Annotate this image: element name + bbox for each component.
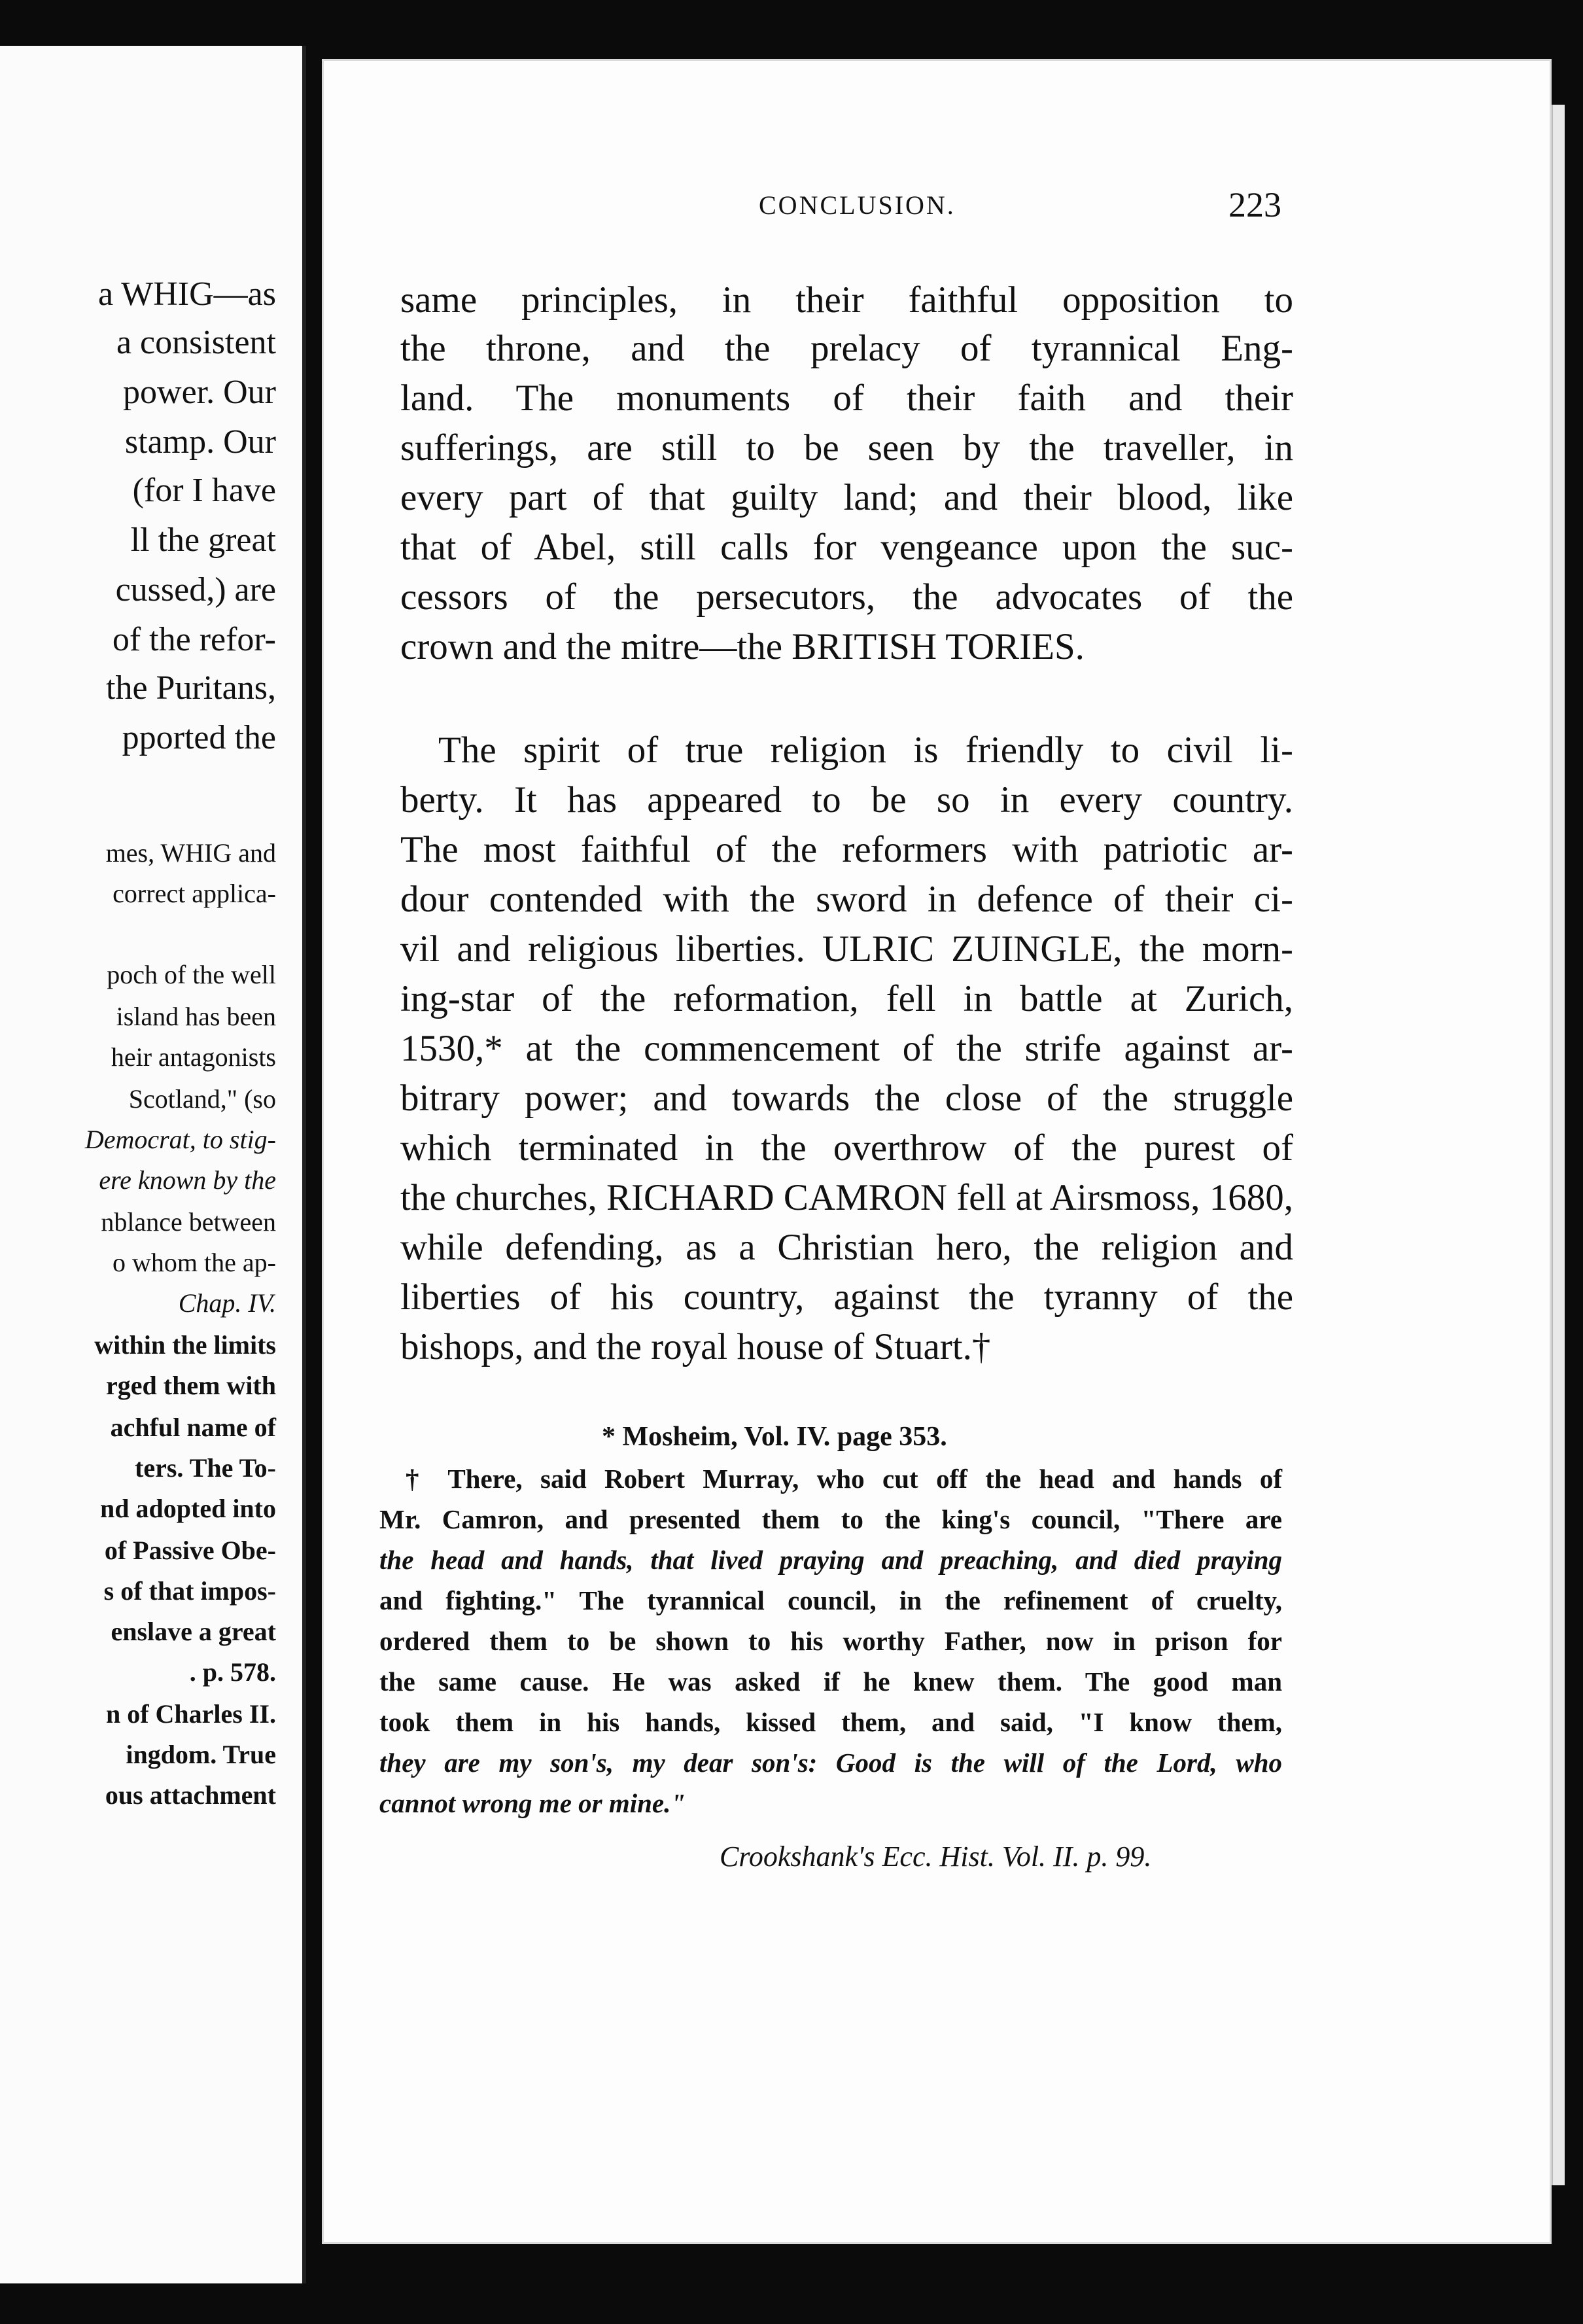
paragraph-1-line: cessors of the persecutors, the advocates of the xyxy=(400,576,1293,618)
footnote-2-line: † There, said Robert Murray, who cut off the head and hands of xyxy=(406,1464,1282,1494)
left-text-line: of the refor- xyxy=(112,621,276,658)
paragraph-2-line: dour contended with the sword in defence of their ci- xyxy=(400,879,1293,920)
left-note-line: enslave a great xyxy=(111,1617,276,1646)
page-edge xyxy=(1552,105,1565,2185)
paragraph-2-line: while defending, as a Christian hero, the religion and xyxy=(400,1227,1293,1268)
footnote-2-line: Mr. Camron, and presented them to the king's council, "There are xyxy=(379,1504,1282,1534)
left-note-line: heir antagonists xyxy=(111,1042,276,1072)
left-note-line: o whom the ap- xyxy=(113,1248,276,1277)
left-note-line: rged them with xyxy=(106,1371,276,1400)
left-text-line: a consistent xyxy=(116,324,276,361)
paragraph-2-line: The most faithful of the reformers with patriotic ar- xyxy=(400,829,1293,870)
left-text-line: stamp. Our xyxy=(124,423,276,461)
left-note-line: nblance between xyxy=(101,1207,276,1237)
left-note-line: island has been xyxy=(116,1002,276,1031)
paragraph-2-line: liberties of his country, against the tyranny of the xyxy=(400,1276,1293,1318)
left-note-line: n of Charles II. xyxy=(105,1699,276,1729)
running-head: CONCLUSION. xyxy=(759,190,956,220)
left-note-line: within the limits xyxy=(94,1330,276,1360)
paragraph-1-line: that of Abel, still calls for vengeance upon the suc- xyxy=(400,527,1293,568)
left-note-line: ous attachment xyxy=(105,1780,276,1810)
left-note-line: . p. 578. xyxy=(189,1657,276,1687)
paragraph-2-line: The spirit of true religion is friendly to civil li- xyxy=(438,730,1293,771)
left-text-line: cussed,) are xyxy=(115,571,276,608)
paragraph-1-line: same principles, in their faithful opposition to xyxy=(400,279,1293,321)
left-note-line: mes, WHIG and xyxy=(105,838,276,868)
left-note-line: of Passive Obe- xyxy=(104,1536,276,1565)
footnote-2-line: the head and hands, that lived praying and preaching, and died praying xyxy=(379,1545,1282,1575)
paragraph-2-line: the churches, RICHARD CAMRON fell at Airsmoss, 1680, xyxy=(400,1177,1293,1218)
left-text-line: a WHIG—as xyxy=(98,275,276,313)
left-note-line: nd adopted into xyxy=(100,1494,276,1523)
footnote-source: Crookshank's Ecc. Hist. Vol. II. p. 99. xyxy=(720,1840,1152,1873)
footnote-2-line: took them in his hands, kissed them, and said, "I know them, xyxy=(379,1707,1282,1737)
paragraph-2-line: vil and religious liberties. ULRIC ZUINGLE, the morn- xyxy=(400,928,1293,970)
left-text-line: the Puritans, xyxy=(106,669,276,707)
left-note-line: Democrat, to stig- xyxy=(84,1125,276,1154)
left-text-line: (for I have xyxy=(132,472,276,509)
paragraph-2-line: bishops, and the royal house of Stuart.† xyxy=(400,1326,991,1367)
left-note-line: correct applica- xyxy=(113,879,276,908)
paragraph-1-line: land. The monuments of their faith and their xyxy=(400,378,1293,419)
left-text-line: pported the xyxy=(122,719,276,756)
left-note-line: achful name of xyxy=(110,1413,276,1442)
footnote-2-line: ordered them to be shown to his worthy Father, now in prison for xyxy=(379,1626,1282,1656)
left-note-line: Chap. IV. xyxy=(178,1288,276,1318)
footnote-2-line: the same cause. He was asked if he knew them. The good man xyxy=(379,1666,1282,1697)
footnote-2-line: they are my son's, my dear son's: Good is the will of the Lord, who xyxy=(379,1748,1282,1778)
left-note-line: ters. The To- xyxy=(135,1453,276,1483)
left-page-fragment xyxy=(0,46,306,2283)
paragraph-1-line: crown and the mitre—the BRITISH TORIES. xyxy=(400,626,1085,667)
left-note-line: s of that impos- xyxy=(103,1576,276,1606)
footnote-2-line: and fighting." The tyrannical council, in the refinement of cruelty, xyxy=(379,1585,1282,1615)
left-note-line: Scotland," (so xyxy=(128,1084,276,1114)
paragraph-1-line: sufferings, are still to be seen by the traveller, in xyxy=(400,427,1293,468)
left-note-line: poch of the well xyxy=(107,960,276,989)
left-note-line: ingdom. True xyxy=(126,1740,276,1769)
footnote-1: * Mosheim, Vol. IV. page 353. xyxy=(602,1422,947,1452)
paragraph-2-line: ing-star of the reformation, fell in battle at Zurich, xyxy=(400,978,1293,1019)
left-note-line: ere known by the xyxy=(99,1165,276,1195)
left-text-line: power. Our xyxy=(123,374,276,411)
paragraph-1-line: every part of that guilty land; and their blood, like xyxy=(400,477,1293,518)
paragraph-2-line: 1530,* at the commencement of the strife against ar- xyxy=(400,1028,1293,1069)
left-text-line: ll the great xyxy=(130,521,276,559)
page-number: 223 xyxy=(1228,185,1281,224)
footnote-2-line: cannot wrong me or mine." xyxy=(379,1788,686,1818)
paragraph-1-line: the throne, and the prelacy of tyrannical Eng- xyxy=(400,328,1293,369)
paragraph-2-line: which terminated in the overthrow of the purest of xyxy=(400,1127,1293,1169)
paragraph-2-line: bitrary power; and towards the close of the struggle xyxy=(400,1078,1293,1119)
paragraph-2-line: berty. It has appeared to be so in every country. xyxy=(400,779,1293,820)
